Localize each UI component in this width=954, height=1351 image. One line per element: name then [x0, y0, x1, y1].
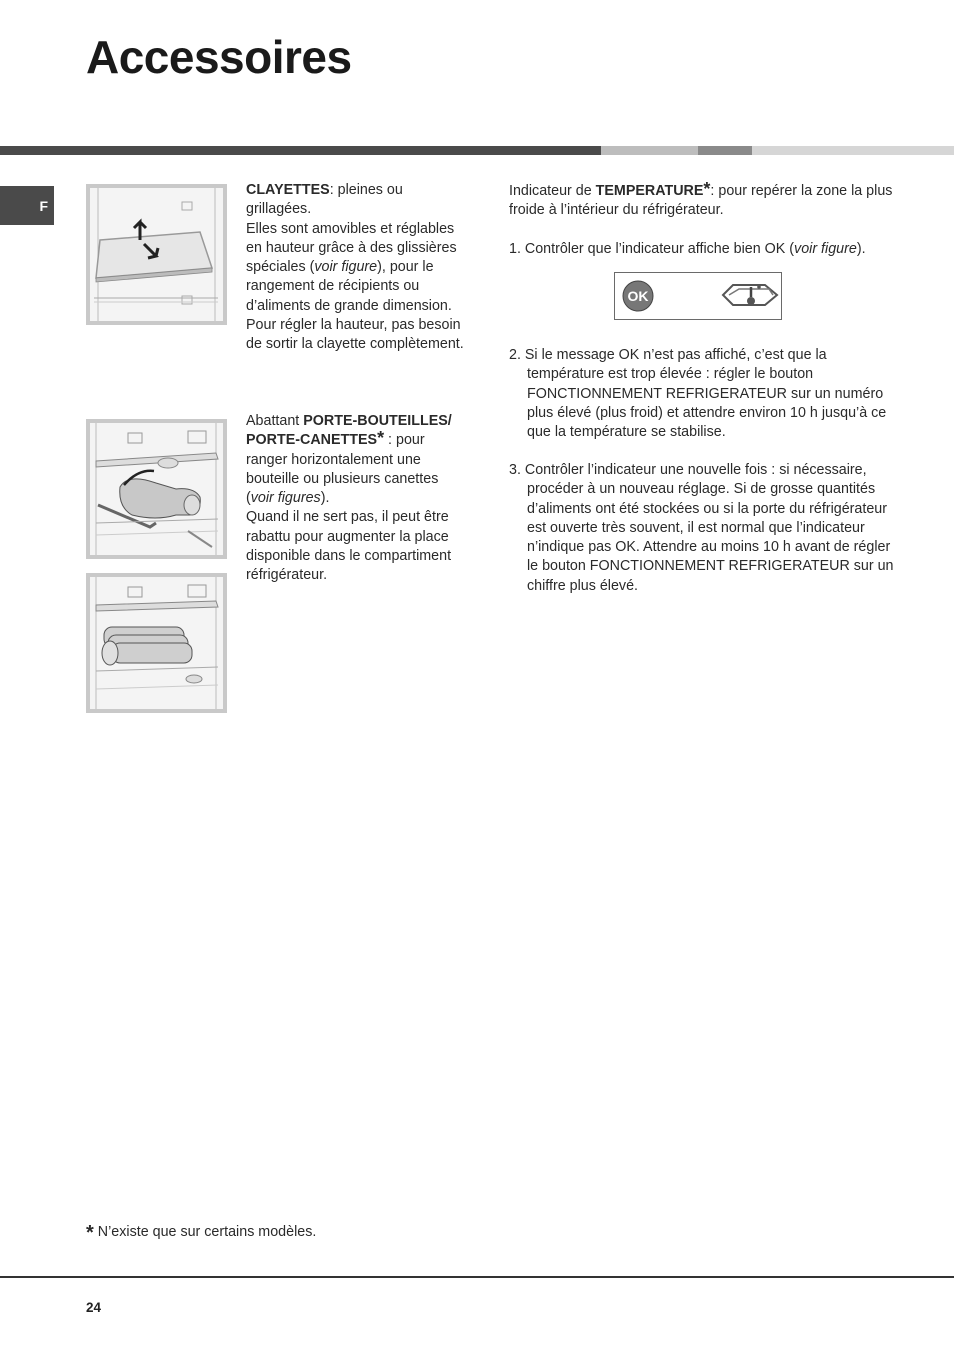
abattant-heading: PORTE-BOUTEILLES/ PORTE-CANETTES — [246, 413, 452, 449]
header-rule-light — [601, 146, 698, 155]
shelf-illustration-icon — [90, 188, 223, 321]
clayettes-heading: CLAYETTES — [246, 182, 330, 198]
footnote: * N’existe que sur certains modèles. — [86, 1222, 317, 1244]
bottle-rack-illustration-icon — [90, 423, 223, 555]
svg-text:OK: OK — [627, 288, 649, 304]
header-rule-mid — [698, 146, 752, 155]
page-title: Accessoires — [86, 31, 352, 83]
bottle-rack-figure — [86, 419, 227, 559]
thermometer-icon — [723, 285, 777, 305]
temperature-step-3: 3. Contrôler l’indicateur une nouvelle fois : si nécessaire, procéder à un nouveau réglage. Si de grosse quantités d’aliments ont été stockées ou si la porte du réfrigérateur est ouverte très souvent, il est normal que l’indicateur n’indique pas OK. Attendre au moins 10 h avant de régler le bouton FONCTIONNEMENT REFRIGERATEUR sur un chiffre plus élevé. — [509, 462, 894, 594]
temperature-intro: Indicateur de TEMPERATURE*: pour repérer la zone la plus froide à l’intérieur du réfrigérateur. — [509, 179, 893, 219]
page-number: 24 — [86, 1300, 102, 1315]
footer-rule — [0, 1276, 954, 1278]
ok-indicator-icon — [615, 273, 781, 319]
clayettes-section: CLAYETTES: pleines ou grillagées. Elles sont amovibles et réglables en hauteur grâce à des glissières spéciales (voir figure), pour le rangement de récipients ou d’aliments de grande dimension. Pour régler la hauteur, pas besoin de sortir la clayette complètement. — [246, 182, 464, 353]
language-tab: F — [0, 186, 54, 225]
temperature-step-2: 2. Si le message OK n’est pas affiché, c’est que la température est trop élevée : régler le bouton FONCTIONNEMENT REFRIGERATEUR sur un numéro plus élevé (plus froid) et attendre environ 10 h jusqu’à ce que la température se stabilise. — [509, 347, 887, 441]
header-rule-dark — [0, 146, 601, 155]
shelf-figure — [86, 184, 227, 325]
temperature-indicator — [614, 272, 782, 320]
temperature-heading: TEMPERATURE — [595, 183, 704, 199]
can-rack-illustration-icon — [90, 577, 223, 709]
header-rule-pale — [752, 146, 954, 155]
temperature-step-1: 1. Contrôler que l’indicateur affiche bien OK (voir figure). — [509, 241, 866, 257]
abattant-section: Abattant PORTE-BOUTEILLES/ PORTE-CANETTES* : pour ranger horizontalement une bouteille ou plusieurs canettes (voir figures). Quand il ne sert pas, il peut être rabattu pour augmenter la place disponible dans le compartiment réfrigérateur. — [246, 413, 452, 584]
can-rack-figure — [86, 573, 227, 713]
